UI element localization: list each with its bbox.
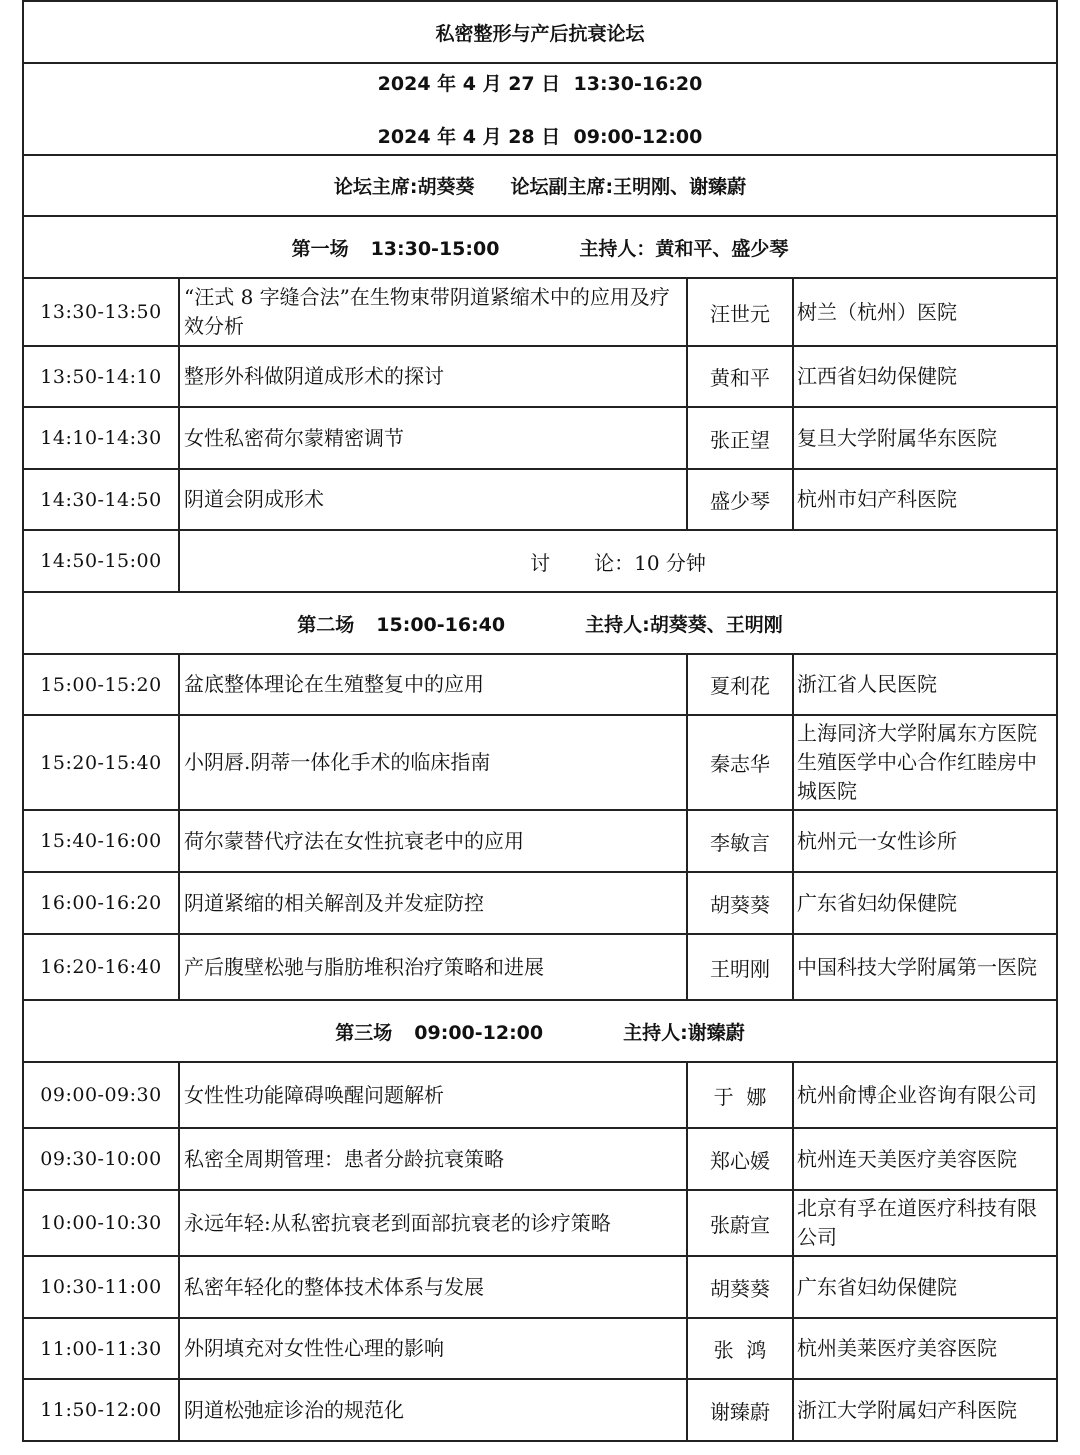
- talk-time: 16:20-16:40: [23, 934, 179, 1000]
- discussion-label-a: 讨: [530, 550, 551, 575]
- talk-topic: 阴道松弛症诊治的规范化: [179, 1379, 687, 1441]
- talk-org: 杭州连天美医疗美容医院: [793, 1128, 1057, 1190]
- talk-speaker: 郑心媛: [687, 1128, 793, 1190]
- talk-time: 15:20-15:40: [23, 715, 179, 810]
- talk-topic: 小阴唇.阴蒂一体化手术的临床指南: [179, 715, 687, 810]
- talk-row: [23, 715, 1057, 810]
- session-name: 第二场: [297, 613, 355, 636]
- session-host: 主持人：黄和平、盛少琴: [579, 237, 789, 260]
- session-name: 第一场: [291, 237, 349, 260]
- talk-speaker: 李敏言: [687, 810, 793, 872]
- session-time: 13:30-15:00: [370, 237, 500, 260]
- session-name: 第三场: [335, 1021, 393, 1044]
- session-header: [23, 216, 1057, 278]
- talk-row: [23, 1256, 1057, 1318]
- talk-topic: 女性私密荷尔蒙精密调节: [179, 407, 687, 469]
- title-row: [23, 1, 1057, 63]
- talk-row: [23, 469, 1057, 530]
- talk-time: 09:00-09:30: [23, 1062, 179, 1128]
- talk-row: [23, 1128, 1057, 1190]
- forum-chairs: [23, 155, 1057, 216]
- talk-speaker: 胡葵葵: [687, 1256, 793, 1318]
- talk-row: [23, 278, 1057, 346]
- talk-speaker: 汪世元: [687, 278, 793, 346]
- talk-speaker: 黄和平: [687, 346, 793, 407]
- talk-time: 10:30-11:00: [23, 1256, 179, 1318]
- talk-speaker: 秦志华: [687, 715, 793, 810]
- talk-time: 09:30-10:00: [23, 1128, 179, 1190]
- talk-topic: 女性性功能障碍唤醒问题解析: [179, 1062, 687, 1128]
- talk-row: [23, 1190, 1057, 1256]
- talk-org: 上海同济大学附属东方医院生殖医学中心合作红睦房中城医院: [793, 715, 1057, 810]
- talk-row: [23, 1318, 1057, 1379]
- talk-org: 广东省妇幼保健院: [793, 872, 1057, 934]
- talk-row: [23, 654, 1057, 715]
- talk-speaker: 王明刚: [687, 934, 793, 1000]
- talk-time: 15:00-15:20: [23, 654, 179, 715]
- talk-org: 浙江省人民医院: [793, 654, 1057, 715]
- talk-speaker: 于 娜: [687, 1062, 793, 1128]
- talk-topic: “汪式 8 字缝合法”在生物束带阴道紧缩术中的应用及疗效分析: [179, 278, 687, 346]
- session-host: 主持人:胡葵葵、王明刚: [585, 613, 783, 636]
- forum-date-1: 2024 年 4 月 27 日 13:30-16:20: [377, 73, 703, 95]
- talk-time: 14:30-14:50: [23, 469, 179, 530]
- talk-row: [23, 934, 1057, 1000]
- talk-org: 江西省妇幼保健院: [793, 346, 1057, 407]
- talk-row: [23, 1379, 1057, 1441]
- talk-topic: 产后腹壁松驰与脂肪堆积治疗策略和进展: [179, 934, 687, 1000]
- talk-time: 14:10-14:30: [23, 407, 179, 469]
- talk-row: [23, 1062, 1057, 1128]
- talk-time: 13:30-13:50: [23, 278, 179, 346]
- talk-speaker: 张 鸿: [687, 1318, 793, 1379]
- talk-row: [23, 810, 1057, 872]
- talk-org: 杭州俞博企业咨询有限公司: [793, 1062, 1057, 1128]
- session-host: 主持人:谢臻蔚: [623, 1021, 745, 1044]
- talk-topic: 荷尔蒙替代疗法在女性抗衰老中的应用: [179, 810, 687, 872]
- talk-org: 杭州市妇产科医院: [793, 469, 1057, 530]
- talk-topic: 私密年轻化的整体技术体系与发展: [179, 1256, 687, 1318]
- talk-row: [23, 346, 1057, 407]
- forum-date-2: 2024 年 4 月 28 日 09:00-12:00: [377, 126, 703, 148]
- talk-speaker: 盛少琴: [687, 469, 793, 530]
- talk-time: 11:00-11:30: [23, 1318, 179, 1379]
- talk-time: 10:00-10:30: [23, 1190, 179, 1256]
- talk-org: 浙江大学附属妇产科医院: [793, 1379, 1057, 1441]
- talk-speaker: 张蔚宣: [687, 1190, 793, 1256]
- talk-topic: 整形外科做阴道成形术的探讨: [179, 346, 687, 407]
- talk-topic: 外阴填充对女性性心理的影响: [179, 1318, 687, 1379]
- talk-time: 13:50-14:10: [23, 346, 179, 407]
- forum-chair: 论坛主席:胡葵葵: [333, 176, 475, 198]
- discussion-row: [23, 530, 1057, 592]
- talk-speaker: 夏利花: [687, 654, 793, 715]
- session-header: [23, 1000, 1057, 1062]
- talk-row: [23, 872, 1057, 934]
- discussion-label: [179, 530, 1057, 592]
- talk-org: 北京有孚在道医疗科技有限公司: [793, 1190, 1057, 1256]
- talk-speaker: 胡葵葵: [687, 872, 793, 934]
- talk-time: 11:50-12:00: [23, 1379, 179, 1441]
- forum-dates: [23, 63, 1057, 155]
- talk-row: [23, 407, 1057, 469]
- talk-speaker: 谢臻蔚: [687, 1379, 793, 1441]
- talk-topic: 阴道会阴成形术: [179, 469, 687, 530]
- forum-vice-chair: 论坛副主席:王明刚、谢臻蔚: [510, 176, 747, 198]
- discussion-time: 14:50-15:00: [23, 530, 179, 592]
- talk-org: 复旦大学附属华东医院: [793, 407, 1057, 469]
- forum-title: 私密整形与产后抗衰论坛: [23, 1, 1057, 63]
- talk-topic: 阴道紧缩的相关解剖及并发症防控: [179, 872, 687, 934]
- session-time: 15:00-16:40: [376, 613, 506, 636]
- talk-org: 树兰（杭州）医院: [793, 278, 1057, 346]
- session-time: 09:00-12:00: [414, 1021, 544, 1044]
- talk-time: 15:40-16:00: [23, 810, 179, 872]
- talk-topic: 永远年轻:从私密抗衰老到面部抗衰老的诊疗策略: [179, 1190, 687, 1256]
- talk-org: 杭州元一女性诊所: [793, 810, 1057, 872]
- talk-topic: 私密全周期管理：患者分龄抗衰策略: [179, 1128, 687, 1190]
- discussion-label-b: 论：10 分钟: [594, 550, 706, 575]
- session-header: [23, 592, 1057, 654]
- chairs-row: [23, 155, 1057, 216]
- talk-org: 杭州美莱医疗美容医院: [793, 1318, 1057, 1379]
- talk-speaker: 张正望: [687, 407, 793, 469]
- talk-org: 中国科技大学附属第一医院: [793, 934, 1057, 1000]
- talk-time: 16:00-16:20: [23, 872, 179, 934]
- dates-row: [23, 63, 1057, 155]
- agenda-table: [22, 0, 1058, 1442]
- talk-org: 广东省妇幼保健院: [793, 1256, 1057, 1318]
- talk-topic: 盆底整体理论在生殖整复中的应用: [179, 654, 687, 715]
